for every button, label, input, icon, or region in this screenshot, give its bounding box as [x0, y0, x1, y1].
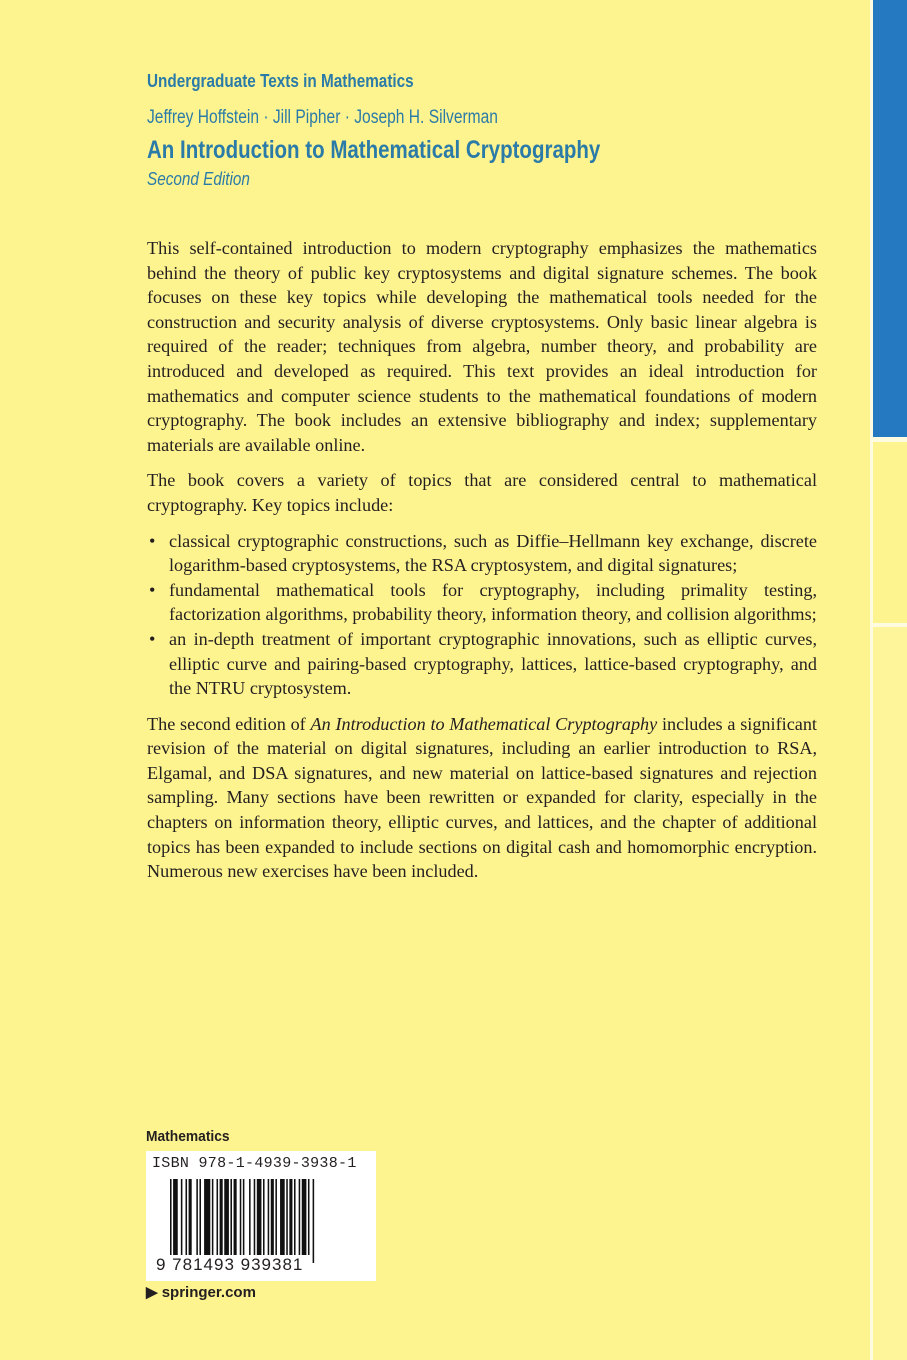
barcode-bar — [181, 1179, 183, 1255]
list-item: • an in-depth treatment of important cryptographic innovations, such as elliptic curves, elliptic curve and pairing-based cryptography, lattices, lattice-based cryptography, and the NTRU cryptosystem. — [147, 627, 817, 701]
series-name: Undergraduate Texts in Mathematics — [147, 71, 414, 91]
barcode-bar — [271, 1179, 274, 1255]
stripe-light-block — [873, 627, 907, 1360]
barcode-bar — [240, 1179, 242, 1255]
paragraph-second-edition — [147, 712, 817, 884]
stripe-blue-block — [873, 0, 907, 437]
barcode-bar — [189, 1179, 192, 1255]
barcode-bar — [299, 1179, 301, 1255]
spine-color-stripe — [870, 0, 907, 1360]
barcode-icon — [170, 1179, 365, 1263]
barcode-bar — [199, 1179, 201, 1255]
barcode-bar — [186, 1179, 188, 1255]
barcode-bar — [196, 1179, 198, 1255]
paragraph-topics: The book covers a variety of topics that are considered central to mathematical cryptography. Key topics include: — [147, 470, 817, 515]
barcode-bar — [170, 1179, 172, 1263]
barcode-bar — [204, 1179, 210, 1255]
stripe-yellow-block — [873, 442, 907, 623]
barcode-bar — [234, 1179, 237, 1255]
edition: Second Edition — [147, 169, 250, 189]
barcode-bar — [224, 1179, 229, 1255]
book-title: An Introduction to Mathematical Cryptography — [147, 136, 601, 164]
barcode-bar — [217, 1179, 219, 1255]
barcode-bar — [289, 1179, 292, 1255]
barcode-bar — [243, 1179, 245, 1255]
barcode-bar — [173, 1179, 178, 1263]
barcode-bar — [249, 1179, 251, 1255]
text: includes a significant revision of the material on digital signatures, including an earlier introduction to RSA, Elgamal, and DSA signatures, and new material on lattice-based signatures and rejection sampling. Many sections have been rewritten or expanded for clarity, especially in the chapters on information theory, elliptic curves, and lattices, and the chapter of additional topics has been expanded to include sections on digital cash and homomorphic encryption. Numerous new exercises have been included. — [147, 713, 817, 882]
barcode-bar — [230, 1179, 232, 1255]
barcode-bar — [254, 1179, 256, 1255]
barcode-bar — [308, 1179, 310, 1255]
barcode-bar — [268, 1179, 270, 1255]
list-item: • classical cryptographic constructions, such as Diffie–Hellmann key exchange, discrete logarithm-based cryptosystems, the RSA cryptosystem, and digital signatures; — [147, 529, 817, 578]
subject-label: Mathematics — [146, 1128, 230, 1145]
barcode-bar — [286, 1179, 288, 1255]
book-title-italic: An Introduction to Mathematical Cryptography — [310, 713, 658, 734]
isbn-text: ISBN 978-1-4939-3938-1 — [152, 1155, 357, 1172]
barcode-bar — [313, 1179, 315, 1263]
publisher-link-text: springer.com — [161, 1284, 256, 1301]
paragraph-intro: This self-contained introduction to modern cryptography emphasizes the mathematics behind the theory of public key cryptosystems and digital signature schemes. The book focuses on these key topics while developing the mathematical tools needed for the construction and security analysis of diverse cryptosystems. Only basic linear algebra is required of the reader; techniques from algebra, number theory, and probability are introduced and developed as required. This text provides an ideal introduction for mathematics and computer science students to the mathematical foundations of modern cryptography. The book includes an extensive bibliography and index; supplementary materials are available online. — [147, 238, 817, 455]
topic-list — [147, 529, 817, 701]
ean-number: 9 781493 939381 — [156, 1255, 304, 1274]
barcode-bar — [263, 1179, 265, 1255]
barcode-bar — [212, 1179, 214, 1255]
list-item: • fundamental mathematical tools for cryptography, including primality testing, factorization algorithms, probability theory, information theory, and collision algorithms; — [147, 578, 817, 627]
text: The second edition of — [147, 713, 311, 734]
barcode-bar — [220, 1179, 223, 1255]
barcode-bar — [280, 1179, 285, 1255]
description — [147, 236, 817, 895]
barcode-bar — [294, 1179, 296, 1255]
barcode-bar — [257, 1179, 262, 1255]
publisher-link[interactable] — [146, 1283, 256, 1301]
barcode-box — [146, 1151, 376, 1281]
barcode-bar — [275, 1179, 277, 1255]
barcode-bar — [302, 1179, 307, 1255]
triangle-right-icon: ▶ — [146, 1284, 158, 1301]
authors: Jeffrey Hoffstein · Jill Pipher · Joseph H. Silverman — [147, 107, 498, 128]
